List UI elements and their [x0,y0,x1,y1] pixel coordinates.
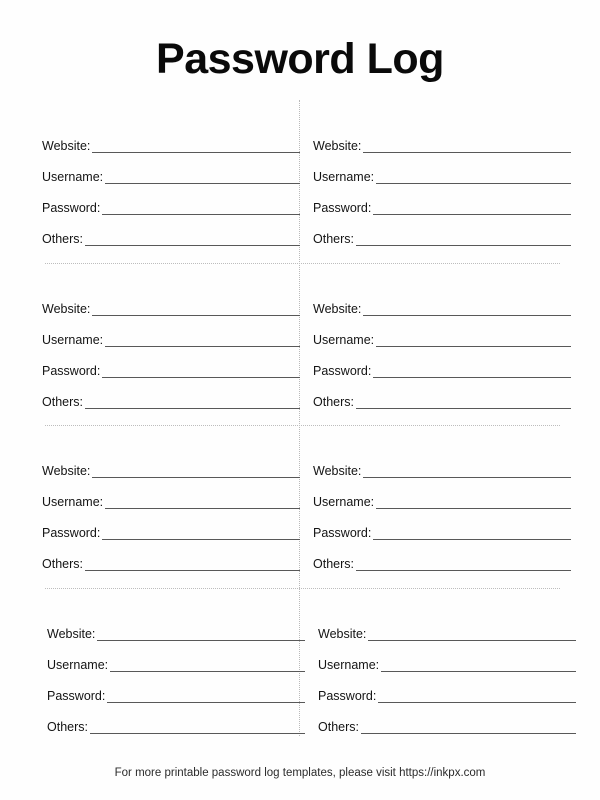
field-password [47,674,305,705]
write-line-website[interactable] [368,640,576,641]
write-line-website[interactable] [92,152,300,153]
write-line-website[interactable] [363,477,571,478]
field-password [313,186,571,217]
page-title: Password Log [156,35,444,83]
field-others [42,217,300,248]
field-label-username: Username: [313,495,375,509]
field-others [313,542,571,573]
entry-block [42,449,300,573]
footer-note: For more printable password log templates, please visit https://inkpx.com [114,767,486,779]
write-line-others[interactable] [90,733,305,734]
write-line-password[interactable] [102,214,300,215]
write-line-password[interactable] [107,702,305,703]
field-password [313,511,571,542]
write-line-username[interactable] [105,508,300,509]
field-others [313,217,571,248]
field-label-password: Password: [42,526,101,540]
field-password [42,511,300,542]
write-line-others[interactable] [356,408,571,409]
field-username [313,155,571,186]
write-line-others[interactable] [356,245,571,246]
write-line-password[interactable] [102,377,300,378]
write-line-website[interactable] [363,152,571,153]
field-label-website: Website: [42,139,91,153]
field-label-username: Username: [313,170,375,184]
entry-block [42,124,300,248]
field-label-others: Others: [318,720,359,734]
row-divider-2 [45,425,560,426]
field-label-others: Others: [42,232,83,246]
field-website [318,612,576,643]
field-website [313,124,571,155]
field-username [42,155,300,186]
field-username [318,643,576,674]
field-label-others: Others: [313,557,354,571]
field-label-password: Password: [313,526,372,540]
field-label-others: Others: [42,557,83,571]
field-website [42,124,300,155]
field-label-username: Username: [318,658,380,672]
field-username [313,318,571,349]
field-label-username: Username: [42,495,104,509]
field-others [42,542,300,573]
field-website [42,449,300,480]
write-line-password[interactable] [373,377,571,378]
entry-block [47,612,305,736]
field-label-password: Password: [313,364,372,378]
field-label-password: Password: [42,201,101,215]
write-line-website[interactable] [97,640,305,641]
field-label-username: Username: [42,333,104,347]
field-username [42,480,300,511]
field-label-others: Others: [47,720,88,734]
write-line-website[interactable] [92,315,300,316]
write-line-others[interactable] [85,570,300,571]
entry-block [42,287,300,411]
field-username [47,643,305,674]
field-label-website: Website: [313,139,362,153]
write-line-others[interactable] [85,408,300,409]
entry-block [313,449,571,573]
field-username [313,480,571,511]
field-label-website: Website: [313,464,362,478]
field-label-password: Password: [313,201,372,215]
field-username [42,318,300,349]
field-label-others: Others: [42,395,83,409]
write-line-username[interactable] [376,183,571,184]
write-line-username[interactable] [110,671,305,672]
field-label-username: Username: [313,333,375,347]
field-others [318,705,576,736]
field-website [313,287,571,318]
write-line-password[interactable] [373,214,571,215]
field-label-website: Website: [47,627,96,641]
row-divider-3 [45,588,560,589]
write-line-others[interactable] [361,733,576,734]
field-label-website: Website: [318,627,367,641]
write-line-username[interactable] [381,671,576,672]
field-label-username: Username: [47,658,109,672]
field-others [47,705,305,736]
field-label-password: Password: [47,689,106,703]
field-label-others: Others: [313,395,354,409]
field-label-password: Password: [42,364,101,378]
write-line-username[interactable] [376,508,571,509]
field-website [42,287,300,318]
write-line-password[interactable] [102,539,300,540]
field-label-website: Website: [42,302,91,316]
field-label-others: Others: [313,232,354,246]
write-line-username[interactable] [105,183,300,184]
write-line-password[interactable] [373,539,571,540]
write-line-username[interactable] [376,346,571,347]
field-password [313,349,571,380]
entry-block [313,124,571,248]
field-website [47,612,305,643]
field-label-website: Website: [42,464,91,478]
write-line-username[interactable] [105,346,300,347]
row-divider-1 [45,263,560,264]
entry-block [318,612,576,736]
write-line-website[interactable] [92,477,300,478]
field-label-username: Username: [42,170,104,184]
field-label-website: Website: [313,302,362,316]
field-website [313,449,571,480]
field-label-password: Password: [318,689,377,703]
field-password [42,186,300,217]
write-line-website[interactable] [363,315,571,316]
field-others [42,380,300,411]
write-line-others[interactable] [356,570,571,571]
field-password [318,674,576,705]
field-password [42,349,300,380]
field-others [313,380,571,411]
write-line-others[interactable] [85,245,300,246]
entry-block [313,287,571,411]
write-line-password[interactable] [378,702,576,703]
